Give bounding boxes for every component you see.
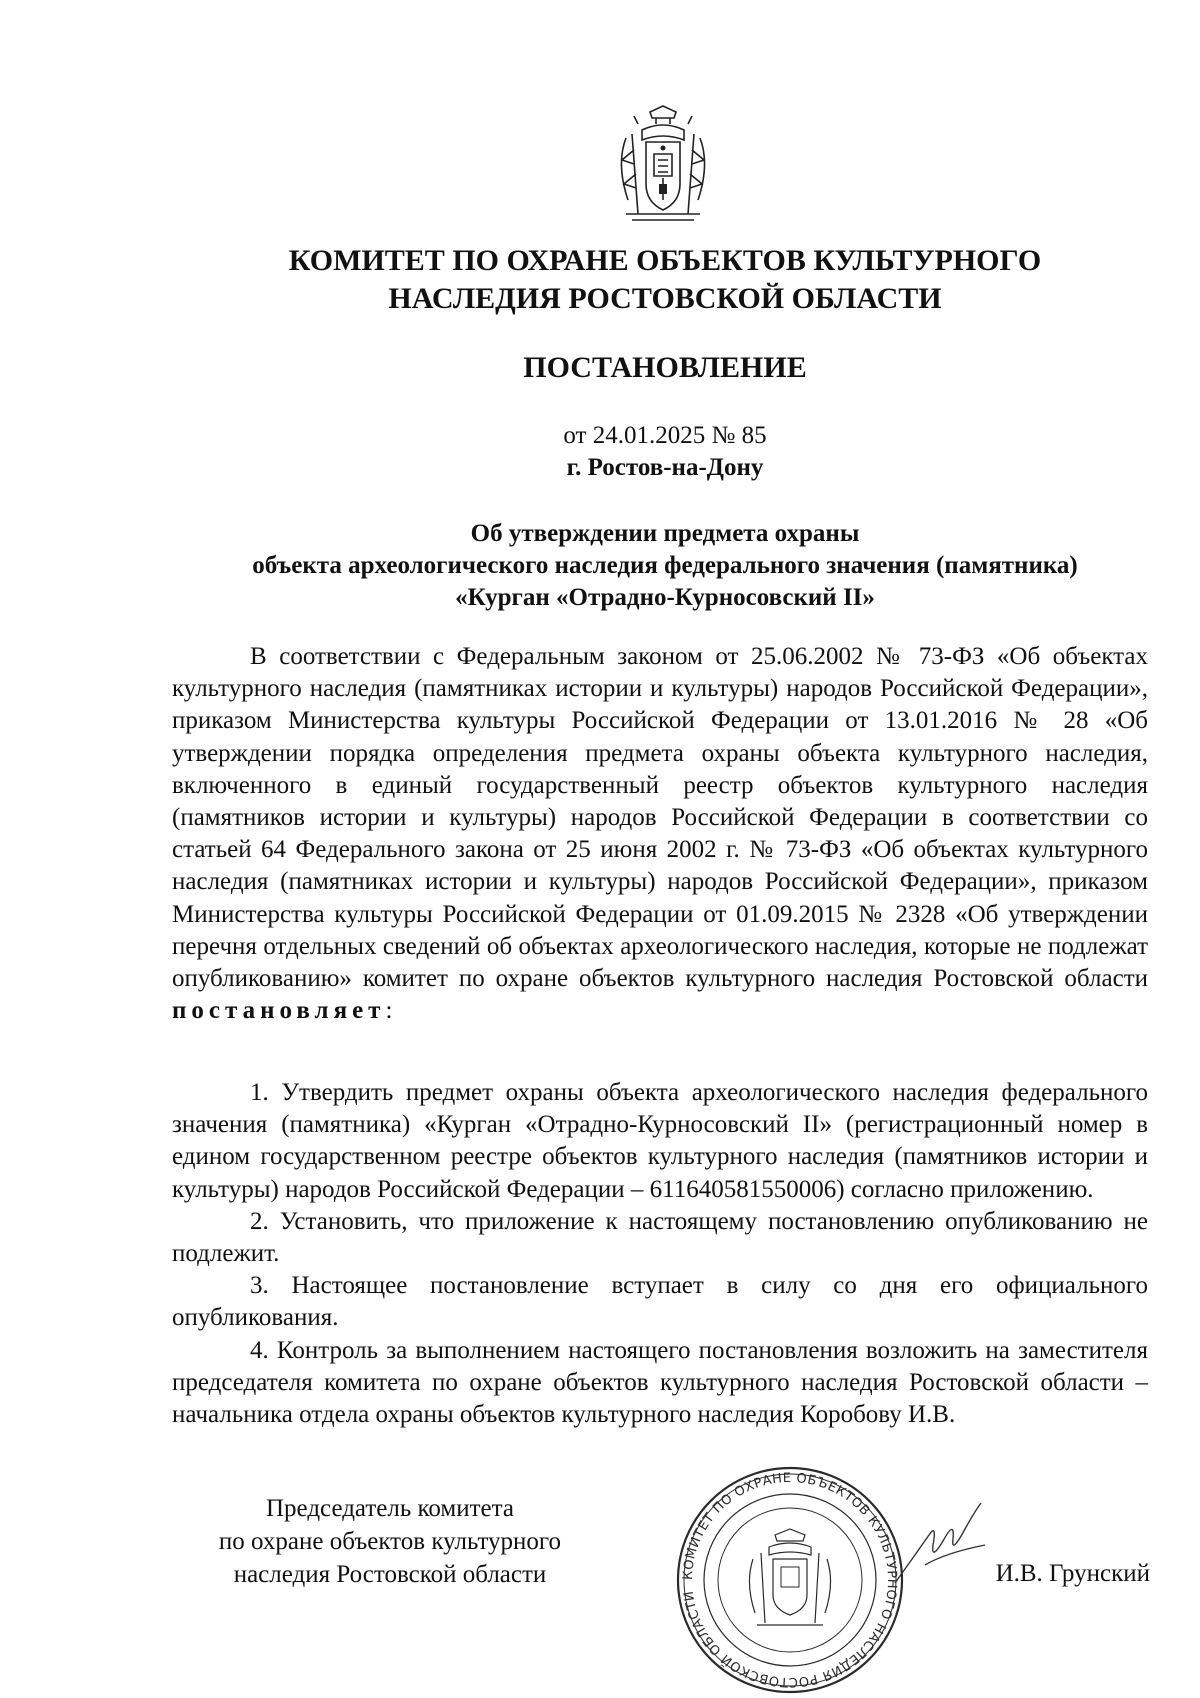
preamble-end: : <box>385 997 393 1025</box>
seal-text: КОМИТЕТ ПО ОХРАНЕ ОБЪЕКТОВ КУЛЬТУРНОГО НАСЛЕДИЯ РОСТОВСКОЙ ОБЛАСТИ <box>680 1470 900 1690</box>
document-subject <box>150 518 1180 614</box>
document-type: ПОСТАНОВЛЕНИЕ <box>523 351 807 384</box>
official-seal <box>665 1463 915 1698</box>
preamble <box>172 641 1148 1027</box>
clause-4: 4. Контроль за выполнением настоящего постановления возложить на заместителя председателя комитета по охране объектов культурного наследия Ростовской области – начальника отдела охраны объектов культурного наследия Коробову И.В. <box>172 1336 1148 1429</box>
document-date-number: от 24.01.2025 № 85 <box>563 422 767 449</box>
preamble-verb: постановляет <box>172 997 386 1025</box>
resolution-clauses <box>172 1077 1148 1431</box>
organization-line-2: НАСЛЕДИЯ РОСТОВСКОЙ ОБЛАСТИ <box>388 282 942 315</box>
signer-name: И.В. Грунский <box>995 1560 1150 1587</box>
subject-line-1: Об утверждении предмета охраны <box>470 520 860 547</box>
preamble-paragraph <box>172 641 1148 1027</box>
clause-2: 2. Установить, что приложение к настоящему постановлению опубликованию не подлежит. <box>172 1207 1148 1268</box>
subject-line-3: «Курган «Отрадно-Курносовский II» <box>455 584 875 611</box>
preamble-text: В соответствии с Федеральным законом от 25.06.2002 № 73-ФЗ «Об объектах культурного наследия (памятниках истории и культуры) народов Российской Федерации», приказом Министерства культуры Российской Федерации от 13.01.2016 № 28 «Об утверждении порядка определения предмета охраны объекта культурного наследия, включенного в единый государственный реестр объектов культурного наследия (памятников истории и культуры) народов Российской Федерации в соответствии со статьей 64 Федерального закона от 25 июня 2002 г. № 73-ФЗ «Об объектах культурного наследия (памятниках истории и культуры) народов Российской Федерации», приказом Министерства культуры Российской Федерации от 01.09.2015 № 2328 «Об утверждении перечня отдельных сведений об объектах археологического наследия, которые не подлежат опубликованию» комитет по охране объектов культурного наследия Ростовской области <box>172 643 1148 993</box>
subject-line-2: объекта археологического наследия федерального значения (памятника) <box>252 552 1078 579</box>
clause-1: 1. Утвердить предмет охраны объекта археологического наследия федерального значения (памятника) «Курган «Отрадно-Курносовский II» (регистрационный номер в едином государственном реестре объектов культурного наследия (памятников истории и культуры) народов Российской Федерации – 611640581550006) согласно приложению. <box>172 1079 1148 1203</box>
signer-title-line-2: по охране объектов культурного <box>218 1528 562 1555</box>
signer-title-line-3: наследия Ростовской области <box>233 1561 547 1588</box>
signer-title-line-1: Председатель комитета <box>266 1495 514 1522</box>
coat-of-arms-emblem <box>612 104 714 226</box>
clause-3: 3. Настоящее постановление вступает в силу со дня его официального опубликования. <box>172 1272 1148 1332</box>
signer-title <box>170 1492 610 1591</box>
document-city: г. Ростов-на-Дону <box>566 454 764 481</box>
organization-line-1: КОМИТЕТ ПО ОХРАНЕ ОБЪЕКТОВ КУЛЬТУРНОГО <box>288 244 1042 277</box>
organization-name <box>200 242 1130 318</box>
